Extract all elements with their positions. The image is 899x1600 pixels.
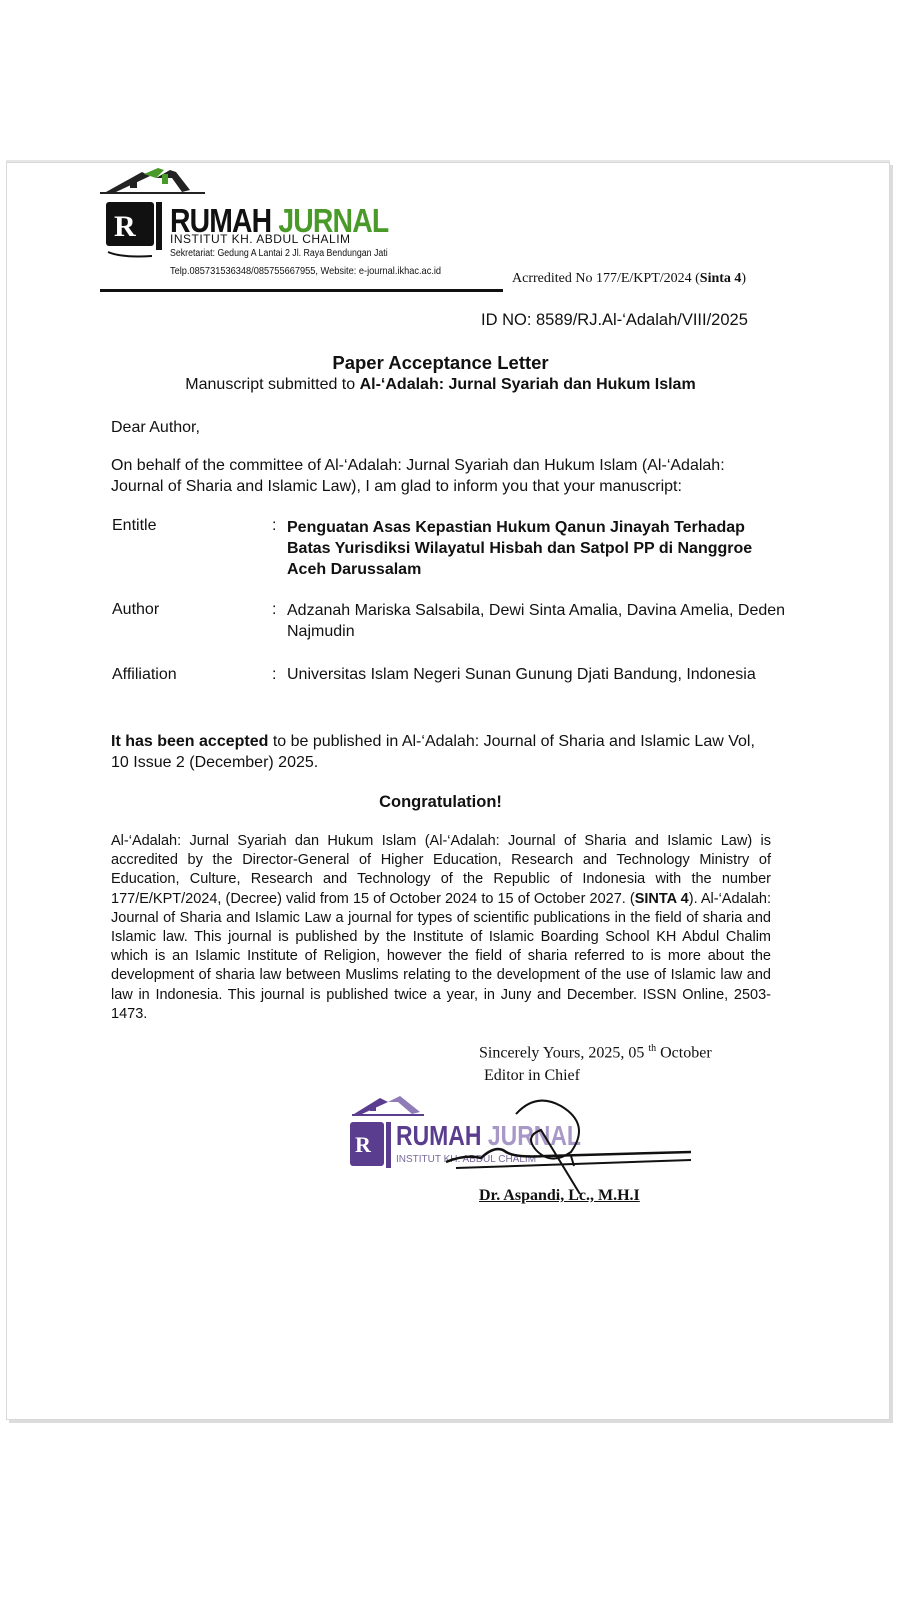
- acceptance-statement: [111, 731, 771, 773]
- closing-sup: th: [648, 1043, 657, 1054]
- field-label-entitle: Entitle: [112, 517, 157, 534]
- body-part1: Al-‘Adalah: Jurnal Syariah dan Hukum Islam (Al-‘Adalah: Journal of Sharia and Islamic Law) is accredited by the Director-General of Higher Education, Research and Technology Ministry of Education, Culture, Research and Technology of the Republic of Indonesia with the number 177/E/KPT/2024, (Decree) valid from 15 of October 2024 to 15 of October 2027. (: [111, 833, 771, 907]
- journal-description: [111, 832, 771, 1024]
- signer-name: Dr. Aspandi, Lc., M.H.I: [479, 1187, 640, 1204]
- field-colon: :: [272, 517, 277, 534]
- accepted-bold: It has been accepted: [111, 733, 269, 750]
- body-sinta: SINTA 4: [634, 890, 689, 907]
- letter-title: Paper Acceptance Letter: [332, 352, 549, 373]
- signer-role: Editor in Chief: [484, 1067, 580, 1084]
- subtitle-prefix: Manuscript submitted to: [185, 376, 360, 393]
- closing-line: [479, 1043, 712, 1062]
- stamp-sub: INSTITUT KH. ABDUL CHALIM: [396, 1154, 537, 1165]
- salutation: Dear Author,: [111, 419, 200, 436]
- stamp-brand-part2: JURNAL: [487, 1120, 581, 1151]
- letter-subtitle: [0, 376, 881, 394]
- intro-paragraph: On behalf of the committee of Al-‘Adalah: Jurnal Syariah dan Hukum Islam (Al-‘Adalah: Journal of Sharia and Islamic Law), I am glad to inform you that your manuscript:: [111, 457, 725, 495]
- svg-text:R: R: [114, 210, 136, 243]
- logo-contact: Telp.085731536348/085755667955, Website: e-journal.ikhac.ac.id: [170, 265, 442, 277]
- accreditation-prefix: Acrredited No 177/E/KPT/2024 (: [512, 271, 700, 286]
- field-colon: :: [272, 601, 277, 618]
- field-label-affiliation: Affiliation: [112, 666, 177, 683]
- logo-address: Sekretariat: Gedung A Lantai 2 Jl. Raya Bendungan Jati: [170, 248, 388, 259]
- rumah-jurnal-logo: [100, 168, 500, 288]
- field-value-affiliation: Universitas Islam Negeri Sunan Gunung Djati Bandung, Indonesia: [287, 666, 756, 683]
- closing-prefix: Sincerely Yours, 2025, 05: [479, 1044, 649, 1062]
- accreditation-suffix: ): [741, 271, 747, 286]
- field-colon: :: [272, 666, 277, 683]
- letter-id-number: ID NO: 8589/RJ.Al-‘Adalah/VIII/2025: [481, 311, 748, 329]
- logo-institution: INSTITUT KH. ABDUL CHALIM: [170, 232, 351, 246]
- subtitle-journal: Al-‘Adalah: Jurnal Syariah dan Hukum Islam: [359, 376, 696, 393]
- congratulation-heading: Congratulation!: [379, 793, 502, 811]
- accepted-rest: to be published in Al-‘Adalah: Journal of Sharia and Islamic Law Vol, 10 Issue 2 (December) 2025.: [111, 733, 755, 771]
- field-value-author: Adzanah Mariska Salsabila, Dewi Sinta Amalia, Davina Amelia, Deden Najmudin: [287, 602, 786, 640]
- svg-text:R: R: [355, 1132, 371, 1157]
- field-label-author: Author: [112, 601, 160, 618]
- logo-brand-part2: JURNAL: [278, 202, 389, 239]
- stamp-brand-part1: RUMAH: [396, 1120, 482, 1151]
- journal-stamp: [346, 1094, 696, 1184]
- logo-brand-part1: RUMAH: [170, 202, 272, 239]
- handwritten-signature: [346, 1094, 696, 1194]
- field-value-entitle: Penguatan Asas Kepastian Hukum Qanun Jinayah Terhadap Batas Yurisdiksi Wilayatul Hisbah dan Satpol PP di Nanggroe Aceh Darussalam: [287, 519, 753, 578]
- accreditation-sinta: Sinta 4: [699, 271, 742, 286]
- accreditation-number: [512, 271, 746, 287]
- closing-suffix: October: [656, 1044, 712, 1062]
- header-divider: [100, 289, 503, 292]
- body-part2: ). Al-‘Adalah: Journal of Sharia and Islamic Law a journal for types of scientific publications in the field of sharia and Islamic law. This journal is published by the Institute of Islamic Boarding School KH Abdul Chalim which is an Islamic Institute of Religion, however the field of sharia referred to is more about the development of sharia law between Muslims relating to the development of the use of Islamic law and law in Indonesia. This journal is published twice a year, in Juny and December. ISSN Online, 2503-1473.: [111, 890, 771, 1022]
- letter-page: [6, 162, 890, 1420]
- r-badge-icon: [102, 196, 168, 264]
